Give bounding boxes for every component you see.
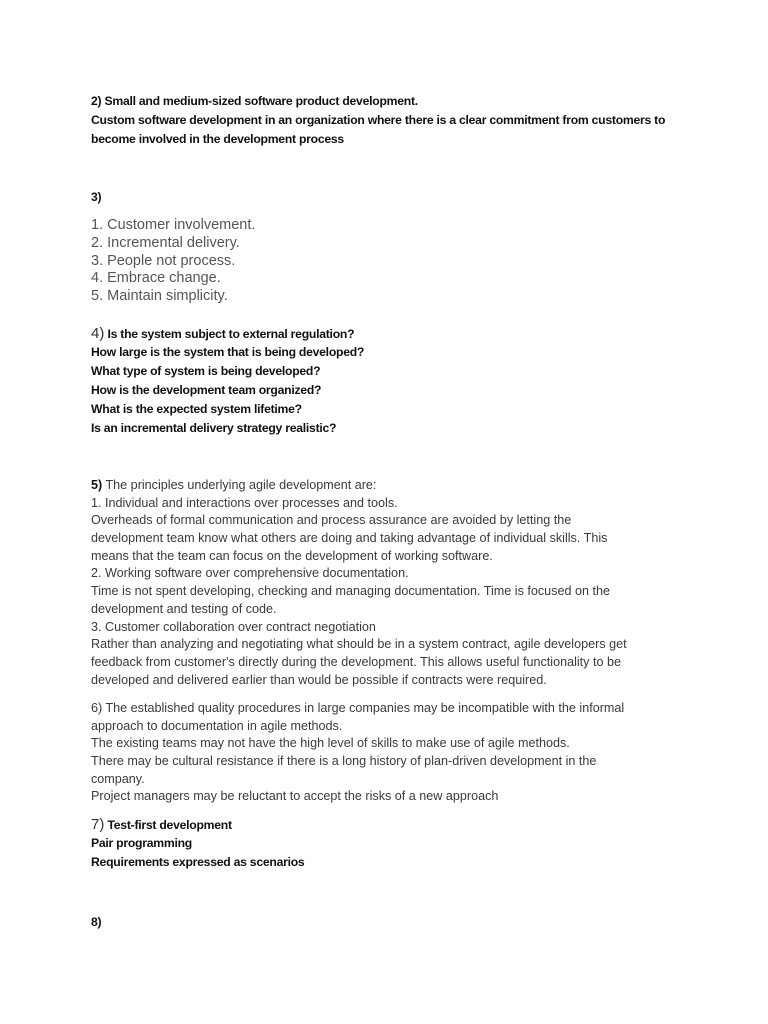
section-3-label: 3)	[91, 190, 102, 204]
section-5-line: development and testing of code.	[91, 601, 277, 616]
section-5-line: means that the team can focus on the development of working software.	[91, 548, 493, 563]
list-item: 5. Maintain simplicity.	[91, 288, 228, 305]
section-7	[91, 815, 691, 872]
section-7-first: Test-first development	[107, 818, 232, 832]
section-6-line: company.	[91, 771, 145, 786]
section-3-label-wrap	[91, 188, 691, 207]
section-8	[91, 913, 691, 932]
section-7-line: Requirements expressed as scenarios	[91, 855, 305, 869]
section-5-line: Time is not spent developing, checking and managing documentation. Time is focused on the	[91, 584, 610, 599]
section-7-first-line	[91, 815, 691, 834]
section-5-line: feedback from customer's directly during the development. This allows useful functionality to be	[91, 654, 621, 669]
section-2-title: 2) Small and medium-sized software product development.	[91, 94, 418, 108]
list-item: 3. People not process.	[91, 252, 236, 269]
section-2-line-2: become involved in the development process	[91, 132, 344, 146]
section-5	[91, 477, 691, 689]
section-4-line: Is an incremental delivery strategy realistic?	[91, 421, 337, 435]
section-2	[91, 92, 691, 149]
section-5-line: 2. Working software over comprehensive documentation.	[91, 566, 409, 581]
section-4-first-line	[91, 324, 691, 343]
section-8-label: 8)	[91, 915, 102, 929]
section-4-number: 4)	[91, 325, 105, 342]
section-5-line: Overheads of formal communication and process assurance are avoided by letting the	[91, 513, 572, 528]
section-5-first: The principles underlying agile development are:	[105, 478, 377, 492]
section-4	[91, 324, 691, 438]
section-5-line: developed and delivered earlier than would be possible if contracts were required.	[91, 672, 547, 687]
section-2-line-1: Custom software development in an organization where there is a clear commitment from customers to	[91, 113, 666, 127]
section-7-number: 7)	[91, 816, 105, 833]
section-5-first-line	[91, 477, 691, 495]
list-item: 2. Incremental delivery.	[91, 234, 240, 251]
section-6-line: approach to documentation in agile methods.	[91, 718, 343, 733]
list-item: 4. Embrace change.	[91, 270, 221, 287]
section-6-line: 6) The established quality procedures in large companies may be incompatible with the informal	[91, 701, 625, 715]
section-5-line: Rather than analyzing and negotiating what should be in a system contract, agile developers get	[91, 637, 627, 652]
section-7-line: Pair programming	[91, 836, 192, 850]
section-3-list	[91, 217, 691, 306]
section-4-line: How large is the system that is being developed?	[91, 345, 365, 359]
section-6-line: There may be cultural resistance if there is a long history of plan-driven development in the	[91, 754, 597, 769]
section-5-line: 3. Customer collaboration over contract negotiation	[91, 619, 376, 634]
section-6-line: Project managers may be reluctant to accept the risks of a new approach	[91, 789, 499, 804]
section-4-first: Is the system subject to external regulation?	[107, 327, 355, 341]
section-5-line: development team know what others are doing and taking advantage of individual skills. This	[91, 531, 608, 546]
section-6	[91, 700, 691, 806]
section-4-line: How is the development team organized?	[91, 383, 322, 397]
section-4-line: What is the expected system lifetime?	[91, 402, 302, 416]
section-6-line: The existing teams may not have the high level of skills to make use of agile methods.	[91, 736, 570, 751]
section-4-line: What type of system is being developed?	[91, 364, 321, 378]
section-5-line: 1. Individual and interactions over processes and tools.	[91, 495, 398, 510]
section-5-number: 5)	[91, 478, 103, 492]
list-item: 1. Customer involvement.	[91, 217, 256, 233]
